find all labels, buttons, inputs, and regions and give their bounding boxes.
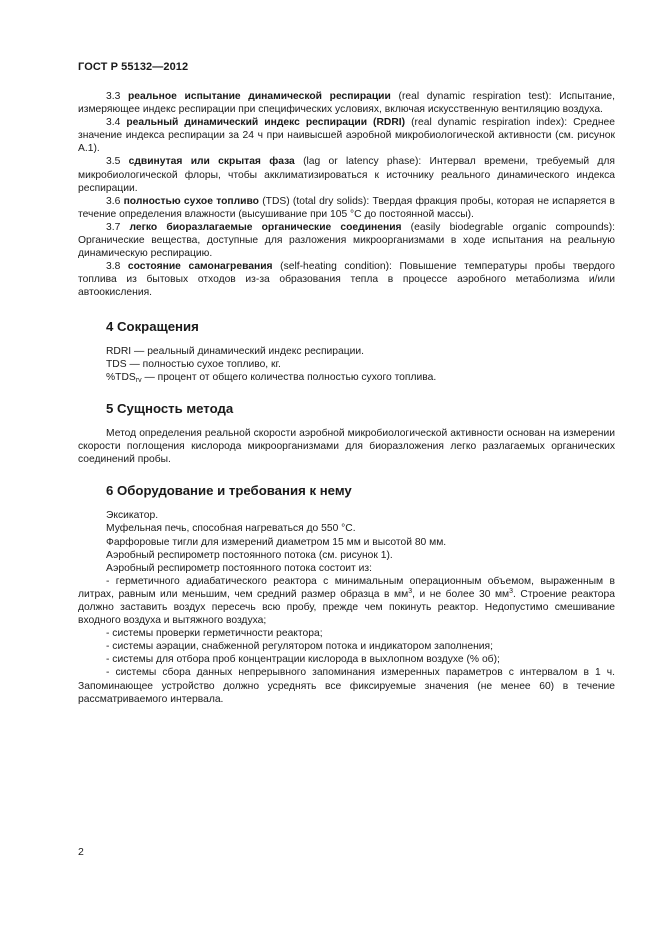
page-number: 2 (78, 846, 84, 858)
definition-3-4 (78, 116, 615, 155)
definition-text: (real dynamic respiration test): Испытание, измеряющее индекс респирации при специфических условиях, включая искусственную вентиляцию воздуха. (78, 91, 615, 116)
definition-text: (TDS) (total dry solids): Твердая фракция пробы, которая не испаряется в течение определения влажности (высушивание при 105 °С до постоянной массы). (78, 195, 615, 220)
definition-number: 3.8 (106, 261, 121, 273)
definition-term: полностью сухое топливо (123, 195, 259, 207)
definition-3-7 (78, 221, 615, 260)
section-4-heading: 4 Сокращения (106, 318, 199, 334)
document-header: ГОСТ Р 55132—2012 (78, 61, 189, 73)
definition-number: 3.5 (106, 156, 121, 168)
definition-3-5 (78, 155, 615, 194)
section-6-heading: 6 Оборудование и требования к нему (106, 483, 352, 499)
respirometer-component: - системы аэрации, снабженной регулятором потока и индикатором заполнения; (106, 641, 493, 653)
section-5-heading: 5 Сущность метода (106, 400, 234, 416)
definition-text: (lag or latency phase): Интервал времени, требуемый для микробиологической флоры, чтобы акклиматизироваться к источнику реального динамического индекса респирации. (78, 156, 615, 194)
definition-number: 3.4 (106, 117, 121, 129)
definition-term: легко биоразлагаемые органические соединения (129, 221, 402, 233)
definition-number: 3.6 (106, 195, 121, 207)
abbreviation-rdri: RDRI — реальный динамический индекс респирации. (106, 345, 365, 357)
respirometer-component: - системы для отбора проб концентрации кислорода в выхлопном воздухе (% об); (106, 654, 500, 666)
section-5-text: Метод определения реальной скорости аэробной микробиологической активности основан на измерении скорости поглощения кислорода микроорганизмами для биоразложения легко разлагаемых органических соединений пробы. (78, 427, 615, 466)
equipment-item: Фарфоровые тигли для измерений диаметром 15 мм и высотой 80 мм. (106, 536, 447, 548)
respirometer-component: - герметичного адиабатического реактора с минимальным операционным объемом, выраженным в литрах, равным или меньшим, чем средний размер образца в $мм^3$, и не более 30 $мм^3$. Строение реактора должно заставить воздух пересечь всю пробу, прежде чем покинуть реактор. Недопустимо смешивание входного воздуха и вытяжного воздуха; (78, 575, 615, 627)
definition-text: (real dynamic respiration index): Среднее значение индекса респирации за 24 ч при наивысшей аэробной микробиологической активности (см. рисунок А.1). (78, 117, 615, 155)
abbreviation-term: %TDS (106, 371, 136, 383)
definition-3-3 (78, 90, 615, 116)
abbreviation-subscript: rv (135, 376, 142, 384)
definition-number: 3.7 (106, 221, 121, 233)
definition-term: реальный динамический индекс респирации (RDRI) (126, 117, 406, 129)
definition-term: состояние самонагревания (127, 261, 273, 273)
document-body (78, 90, 615, 706)
abbreviation-text: — процент от общего количества полностью сухого топлива. (141, 371, 437, 383)
equipment-item: Аэробный респирометр постоянного потока состоит из: (106, 562, 372, 574)
definition-3-8 (78, 260, 615, 299)
definition-number: 3.3 (106, 91, 121, 102)
equipment-item: Муфельная печь, способная нагреваться до 550 °С. (106, 523, 356, 535)
equipment-item: Аэробный респирометр постоянного потока (см. рисунок 1). (106, 549, 393, 561)
respirometer-component: - системы проверки герметичности реактора; (106, 628, 323, 640)
definition-text: (self-heating condition): Повышение температуры пробы твердого топлива из бытовых отходов из-за образования тепла в процессе аэробного метаболизма и/или автоокисления. (78, 261, 615, 299)
abbreviation-tds-rv (78, 371, 615, 384)
abbreviation-tds: TDS — полностью сухое топливо, кг. (106, 358, 281, 370)
equipment-item: Эксикатор. (106, 510, 159, 522)
respirometer-component: - системы сбора данных непрерывного запоминания измеренных параметров с интервалом в 1 ч. Запоминающее устройство должно усреднять все фиксируемые значения (не менее 60) в течение рассматриваемого интервала. (78, 667, 615, 705)
definition-text: (easily biodegrable organic compounds): Органические вещества, доступные для разложения микроорганизмами в ходе испытания на реальную динамическую респирацию. (78, 221, 615, 260)
definition-term: реальное испытание динамической респирации (128, 91, 391, 102)
definition-3-6 (78, 195, 615, 221)
definition-term: сдвинутая или скрытая фаза (128, 156, 295, 168)
